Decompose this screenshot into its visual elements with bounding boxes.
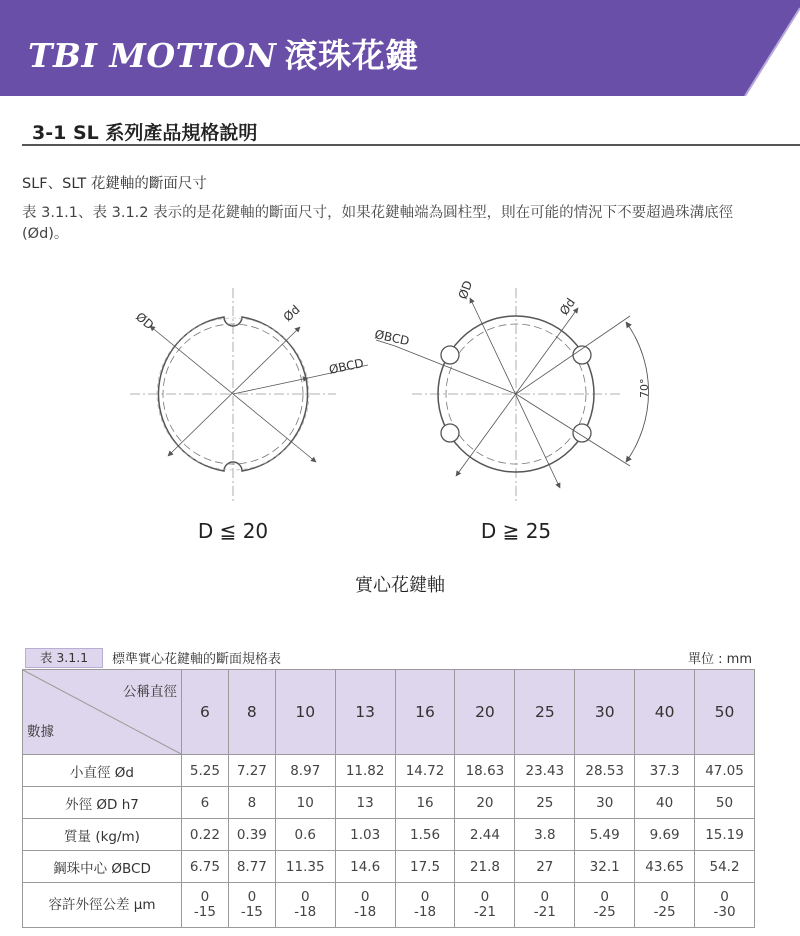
column-header: 50: [695, 670, 755, 755]
tolerance-lower: -21: [473, 904, 496, 920]
column-header: 30: [575, 670, 635, 755]
description-paragraph: 表 3.1.1、表 3.1.2 表示的是花鍵軸的斷面尺寸，如果花鍵軸端為圓柱型，則在可能的情況下不要超過珠溝底徑 (Ød)。: [22, 205, 734, 242]
tolerance-lower: -25: [653, 904, 676, 920]
column-header: 6: [182, 670, 229, 755]
table-title: 標準實心花鍵軸的斷面規格表: [112, 652, 282, 667]
table-unit: 單位 : mm: [688, 652, 752, 667]
tolerance-upper: 0: [420, 889, 430, 905]
table-cell: 5.25: [182, 755, 229, 787]
tolerance-lower: -25: [593, 904, 616, 920]
table-cell: 8.97: [275, 755, 335, 787]
tolerance-cell: [635, 883, 695, 928]
spec-table: [22, 669, 755, 928]
column-header: 20: [455, 670, 515, 755]
product-title: 滾珠花鍵: [284, 36, 419, 75]
subhead: SLF、SLT 花鍵軸的斷面尺寸: [22, 176, 207, 192]
table-cell: 15.19: [695, 819, 755, 851]
table-cell: 47.05: [695, 755, 755, 787]
table-header-row: [23, 670, 755, 755]
header-band: [0, 0, 800, 96]
tolerance-lower: -21: [533, 904, 556, 920]
shaft-diagram-small: [130, 288, 368, 502]
table-cell: 8: [228, 787, 275, 819]
label-outer-diameter-large: ØD: [455, 278, 476, 302]
table-cell: 14.6: [335, 851, 395, 883]
column-header: 40: [635, 670, 695, 755]
table-number: 表 3.1.1: [25, 648, 103, 668]
label-minor-diameter-large: Ød: [556, 295, 579, 318]
table-cell: 0.39: [228, 819, 275, 851]
tolerance-cell: [395, 883, 455, 928]
tolerance-cell: [455, 883, 515, 928]
cross-section-diagrams: [0, 270, 800, 570]
caption-small: D ≦ 20: [197, 519, 269, 543]
column-header: 8: [228, 670, 275, 755]
table-cell: 43.65: [635, 851, 695, 883]
tolerance-cell: [228, 883, 275, 928]
tolerance-upper: 0: [300, 889, 310, 905]
row-label: 鋼珠中心 ØBCD: [23, 851, 182, 883]
table-cell: 30: [575, 787, 635, 819]
table-corner: [23, 670, 182, 755]
table-cell: 9.69: [635, 819, 695, 851]
label-outer-diameter: ØD: [133, 309, 157, 333]
tolerance-lower: -18: [414, 904, 437, 920]
table-cell: 23.43: [515, 755, 575, 787]
shaft-diagram-large: [373, 279, 651, 502]
table-cell: 27: [515, 851, 575, 883]
label-bcd: ØBCD: [327, 355, 365, 377]
table-cell: 28.53: [575, 755, 635, 787]
tolerance-cell: [575, 883, 635, 928]
tolerance-upper: 0: [600, 889, 609, 905]
tolerance-upper: 0: [660, 889, 669, 905]
tolerance-upper: 0: [360, 889, 370, 905]
table-cell: 10: [275, 787, 335, 819]
table-row: [23, 755, 755, 787]
tolerance-cell: [335, 883, 395, 928]
table-cell: 6.75: [182, 851, 229, 883]
table-cell: 1.56: [395, 819, 455, 851]
label-bcd-large: ØBCD: [373, 327, 411, 349]
tolerance-lower: -30: [713, 904, 736, 920]
table-row: [23, 819, 755, 851]
table-cell: 11.82: [335, 755, 395, 787]
tolerance-lower: -15: [240, 904, 263, 920]
tolerance-cell: [275, 883, 335, 928]
column-header: 10: [275, 670, 335, 755]
section-title: 3-1 SL 系列產品規格說明: [32, 122, 258, 144]
table-cell: 0.6: [275, 819, 335, 851]
table-cell: 14.72: [395, 755, 455, 787]
caption-large: D ≧ 25: [480, 519, 552, 543]
label-minor-diameter: Ød: [280, 302, 303, 325]
table-cell: 17.5: [395, 851, 455, 883]
table-cell: 7.27: [228, 755, 275, 787]
tolerance-cell: [182, 883, 229, 928]
column-header: 25: [515, 670, 575, 755]
table-row: [23, 787, 755, 819]
table-cell: 5.49: [575, 819, 635, 851]
tolerance-upper: 0: [247, 889, 257, 905]
tolerance-upper: 0: [540, 889, 550, 905]
row-label: 外徑 ØD h7: [23, 787, 182, 819]
table-cell: 3.8: [515, 819, 575, 851]
column-header: 13: [335, 670, 395, 755]
table-cell: 2.44: [455, 819, 515, 851]
tolerance-row: [23, 883, 755, 928]
brand-name: TBI MOTION: [28, 36, 277, 75]
table-cell: 25: [515, 787, 575, 819]
table-row: [23, 851, 755, 883]
table-cell: 6: [182, 787, 229, 819]
table-cell: 54.2: [695, 851, 755, 883]
tolerance-cell: [695, 883, 755, 928]
table-cell: 1.03: [335, 819, 395, 851]
tolerance-lower: -18: [294, 904, 317, 920]
table-cell: 50: [695, 787, 755, 819]
tolerance-upper: 0: [480, 889, 490, 905]
header-title: [28, 30, 419, 77]
tolerance-upper: 0: [200, 889, 210, 905]
section-divider: [22, 144, 800, 146]
table-cell: 18.63: [455, 755, 515, 787]
table-cell: 13: [335, 787, 395, 819]
table-cell: 37.3: [635, 755, 695, 787]
table-cell: 20: [455, 787, 515, 819]
table-cell: 32.1: [575, 851, 635, 883]
tolerance-lower: -18: [354, 904, 377, 920]
row-label: 容許外徑公差 µm: [23, 883, 182, 928]
corner-label-data: 數據: [27, 724, 54, 740]
tolerance-lower: -15: [193, 904, 216, 920]
tolerance-upper: 0: [720, 889, 729, 905]
tolerance-cell: [515, 883, 575, 928]
label-angle: 70°: [638, 378, 651, 398]
row-label: 質量 (kg/m): [23, 819, 182, 851]
row-label: 小直徑 Ød: [23, 755, 182, 787]
column-header: 16: [395, 670, 455, 755]
table-cell: 40: [635, 787, 695, 819]
table-cell: 0.22: [182, 819, 229, 851]
table-cell: 21.8: [455, 851, 515, 883]
table-cell: 11.35: [275, 851, 335, 883]
table-cell: 8.77: [228, 851, 275, 883]
figure-caption: 實心花鍵軸: [355, 575, 445, 596]
corner-label-nominal: 公稱直徑: [123, 684, 177, 700]
table-cell: 16: [395, 787, 455, 819]
